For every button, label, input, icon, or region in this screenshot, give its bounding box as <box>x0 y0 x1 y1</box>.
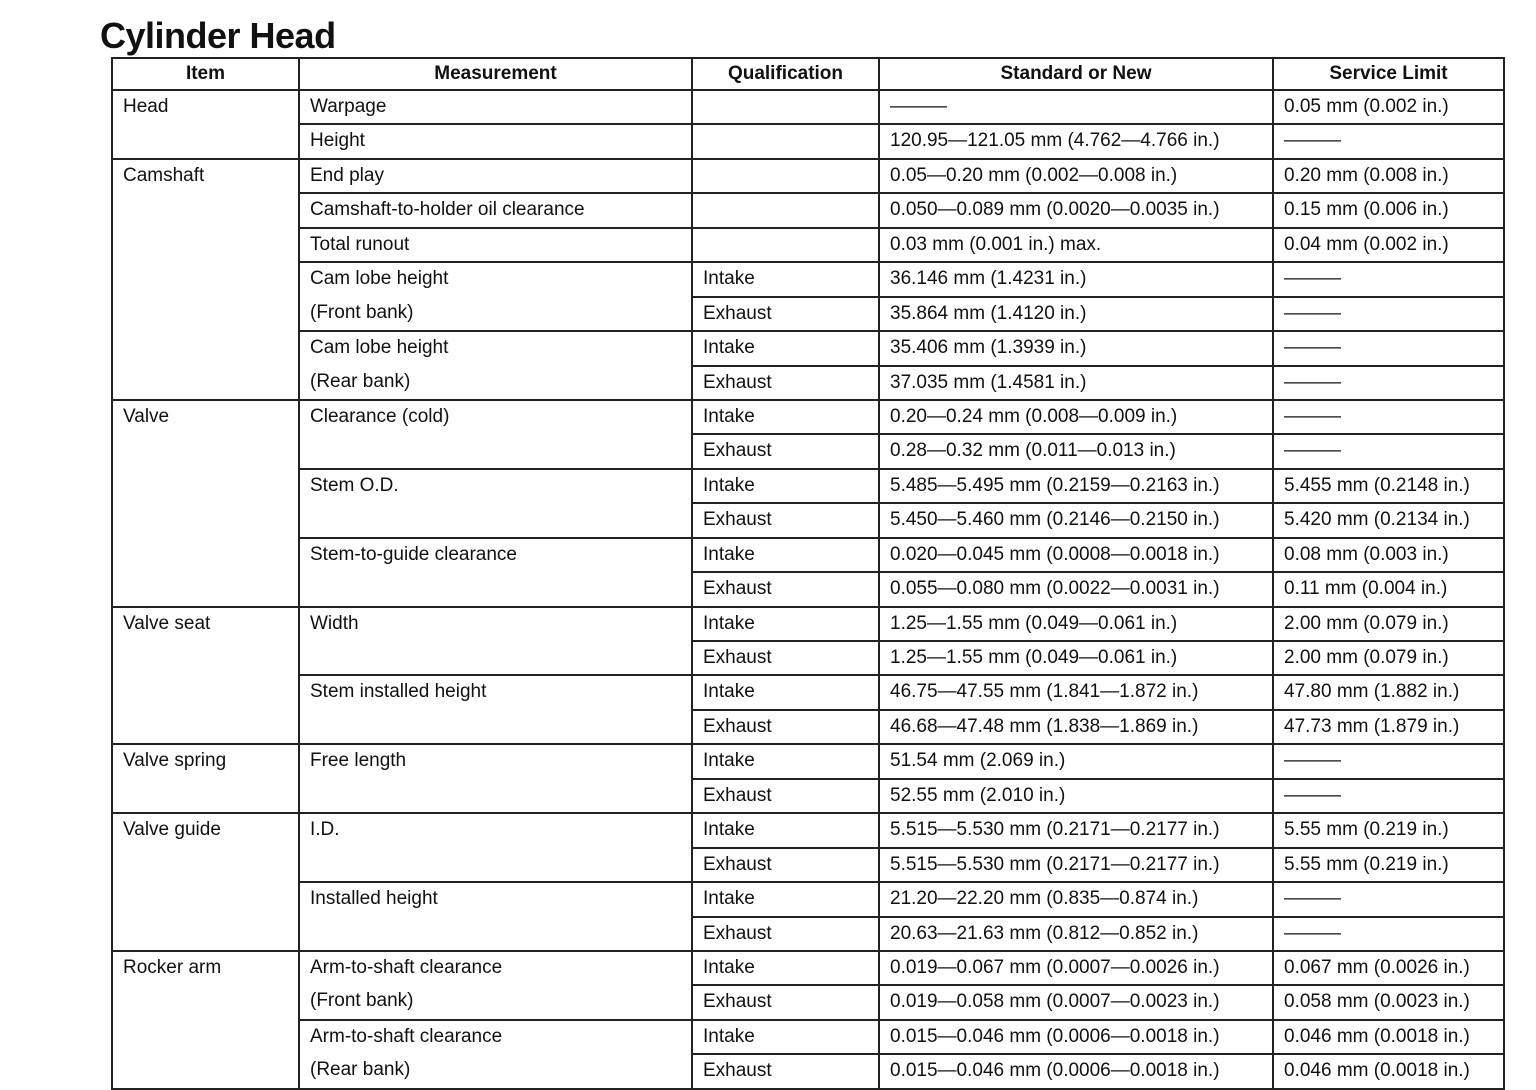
column-header-qualification: Qualification <box>692 58 879 90</box>
service-limit-cell: ——— <box>1273 917 1504 951</box>
qualification-cell: Intake <box>692 607 879 641</box>
standard-cell: 5.515—5.530 mm (0.2171—0.2177 in.) <box>879 813 1273 847</box>
standard-cell: 0.015—0.046 mm (0.0006—0.0018 in.) <box>879 1020 1273 1054</box>
table-row <box>112 813 1504 847</box>
table-row <box>112 675 1504 709</box>
item-cell: Rocker arm <box>112 951 299 1089</box>
qualification-cell: Intake <box>692 538 879 572</box>
item-cell: Valve guide <box>112 813 299 951</box>
qualification-cell <box>692 124 879 158</box>
standard-cell: 52.55 mm (2.010 in.) <box>879 779 1273 813</box>
measurement-cell: (Front bank) <box>299 985 692 1019</box>
qualification-cell <box>692 159 879 193</box>
qualification-cell: Exhaust <box>692 572 879 606</box>
table-row <box>112 297 1504 331</box>
standard-cell: 0.015—0.046 mm (0.0006—0.0018 in.) <box>879 1054 1273 1088</box>
standard-cell: 1.25—1.55 mm (0.049—0.061 in.) <box>879 641 1273 675</box>
qualification-cell: Exhaust <box>692 297 879 331</box>
service-limit-cell: ——— <box>1273 400 1504 434</box>
measurement-cell: Cam lobe height <box>299 262 692 296</box>
column-header-standard: Standard or New <box>879 58 1273 90</box>
qualification-cell: Exhaust <box>692 434 879 468</box>
table-row <box>112 882 1504 916</box>
service-limit-cell: 0.058 mm (0.0023 in.) <box>1273 985 1504 1019</box>
standard-cell: ——— <box>879 90 1273 124</box>
measurement-cell: Camshaft-to-holder oil clearance <box>299 193 692 227</box>
table-row <box>112 159 1504 193</box>
spec-table <box>111 57 1505 1090</box>
service-limit-cell: ——— <box>1273 331 1504 365</box>
standard-cell: 0.03 mm (0.001 in.) max. <box>879 228 1273 262</box>
table-row <box>112 124 1504 158</box>
measurement-cell: Stem O.D. <box>299 469 692 538</box>
qualification-cell: Exhaust <box>692 503 879 537</box>
service-limit-cell: 0.20 mm (0.008 in.) <box>1273 159 1504 193</box>
qualification-cell: Intake <box>692 951 879 985</box>
table-row <box>112 538 1504 572</box>
table-row <box>112 1054 1504 1088</box>
item-cell: Camshaft <box>112 159 299 400</box>
qualification-cell <box>692 90 879 124</box>
measurement-cell: (Rear bank) <box>299 366 692 400</box>
service-limit-cell: 2.00 mm (0.079 in.) <box>1273 641 1504 675</box>
service-limit-cell: 2.00 mm (0.079 in.) <box>1273 607 1504 641</box>
table-row <box>112 228 1504 262</box>
measurement-cell: Cam lobe height <box>299 331 692 365</box>
table-row <box>112 744 1504 778</box>
qualification-cell: Intake <box>692 400 879 434</box>
standard-cell: 5.450—5.460 mm (0.2146—0.2150 in.) <box>879 503 1273 537</box>
table-row <box>112 469 1504 503</box>
measurement-cell: I.D. <box>299 813 692 882</box>
column-header-item: Item <box>112 58 299 90</box>
standard-cell: 0.05—0.20 mm (0.002—0.008 in.) <box>879 159 1273 193</box>
standard-cell: 37.035 mm (1.4581 in.) <box>879 366 1273 400</box>
measurement-cell: Warpage <box>299 90 692 124</box>
measurement-cell: Arm-to-shaft clearance <box>299 951 692 985</box>
measurement-cell: Installed height <box>299 882 692 951</box>
standard-cell: 46.75—47.55 mm (1.841—1.872 in.) <box>879 675 1273 709</box>
item-cell: Valve seat <box>112 607 299 745</box>
item-cell: Head <box>112 90 299 159</box>
service-limit-cell: ——— <box>1273 434 1504 468</box>
standard-cell: 0.050—0.089 mm (0.0020—0.0035 in.) <box>879 193 1273 227</box>
table-row <box>112 400 1504 434</box>
service-limit-cell: 0.08 mm (0.003 in.) <box>1273 538 1504 572</box>
standard-cell: 21.20—22.20 mm (0.835—0.874 in.) <box>879 882 1273 916</box>
qualification-cell: Exhaust <box>692 848 879 882</box>
service-limit-cell: ——— <box>1273 779 1504 813</box>
standard-cell: 1.25—1.55 mm (0.049—0.061 in.) <box>879 607 1273 641</box>
page-title: Cylinder Head <box>100 15 336 56</box>
measurement-cell: Clearance (cold) <box>299 400 692 469</box>
service-limit-cell: 5.455 mm (0.2148 in.) <box>1273 469 1504 503</box>
measurement-cell: Free length <box>299 744 692 813</box>
qualification-cell: Exhaust <box>692 779 879 813</box>
standard-cell: 35.406 mm (1.3939 in.) <box>879 331 1273 365</box>
qualification-cell: Exhaust <box>692 1054 879 1088</box>
qualification-cell: Exhaust <box>692 641 879 675</box>
service-limit-cell: 0.046 mm (0.0018 in.) <box>1273 1020 1504 1054</box>
measurement-cell: Arm-to-shaft clearance <box>299 1020 692 1054</box>
qualification-cell: Intake <box>692 882 879 916</box>
service-limit-cell: ——— <box>1273 744 1504 778</box>
standard-cell: 0.020—0.045 mm (0.0008—0.0018 in.) <box>879 538 1273 572</box>
table-row <box>112 366 1504 400</box>
standard-cell: 51.54 mm (2.069 in.) <box>879 744 1273 778</box>
service-limit-cell: 0.046 mm (0.0018 in.) <box>1273 1054 1504 1088</box>
qualification-cell: Intake <box>692 675 879 709</box>
measurement-cell: Total runout <box>299 228 692 262</box>
service-limit-cell: 47.80 mm (1.882 in.) <box>1273 675 1504 709</box>
table-row <box>112 90 1504 124</box>
measurement-cell: Stem installed height <box>299 675 692 744</box>
table-row <box>112 951 1504 985</box>
measurement-cell: Stem-to-guide clearance <box>299 538 692 607</box>
standard-cell: 0.28—0.32 mm (0.011—0.013 in.) <box>879 434 1273 468</box>
qualification-cell: Exhaust <box>692 710 879 744</box>
qualification-cell: Exhaust <box>692 366 879 400</box>
standard-cell: 20.63—21.63 mm (0.812—0.852 in.) <box>879 917 1273 951</box>
qualification-cell: Exhaust <box>692 917 879 951</box>
table-row <box>112 1020 1504 1054</box>
standard-cell: 120.95—121.05 mm (4.762—4.766 in.) <box>879 124 1273 158</box>
qualification-cell <box>692 193 879 227</box>
service-limit-cell: 0.04 mm (0.002 in.) <box>1273 228 1504 262</box>
qualification-cell: Intake <box>692 331 879 365</box>
qualification-cell: Intake <box>692 262 879 296</box>
qualification-cell: Intake <box>692 1020 879 1054</box>
column-header-measurement: Measurement <box>299 58 692 90</box>
standard-cell: 5.515—5.530 mm (0.2171—0.2177 in.) <box>879 848 1273 882</box>
qualification-cell: Intake <box>692 744 879 778</box>
standard-cell: 0.019—0.058 mm (0.0007—0.0023 in.) <box>879 985 1273 1019</box>
table-row <box>112 985 1504 1019</box>
service-limit-cell: ——— <box>1273 124 1504 158</box>
service-limit-cell: 47.73 mm (1.879 in.) <box>1273 710 1504 744</box>
table-row <box>112 607 1504 641</box>
service-limit-cell: ——— <box>1273 366 1504 400</box>
qualification-cell: Intake <box>692 813 879 847</box>
table-header-row <box>112 58 1504 90</box>
service-limit-cell: 5.55 mm (0.219 in.) <box>1273 813 1504 847</box>
measurement-cell: End play <box>299 159 692 193</box>
table-row <box>112 193 1504 227</box>
service-limit-cell: ——— <box>1273 297 1504 331</box>
item-cell: Valve <box>112 400 299 607</box>
qualification-cell <box>692 228 879 262</box>
service-limit-cell: 0.067 mm (0.0026 in.) <box>1273 951 1504 985</box>
standard-cell: 5.485—5.495 mm (0.2159—0.2163 in.) <box>879 469 1273 503</box>
standard-cell: 36.146 mm (1.4231 in.) <box>879 262 1273 296</box>
measurement-cell: (Rear bank) <box>299 1054 692 1088</box>
service-limit-cell: 5.420 mm (0.2134 in.) <box>1273 503 1504 537</box>
standard-cell: 46.68—47.48 mm (1.838—1.869 in.) <box>879 710 1273 744</box>
qualification-cell: Intake <box>692 469 879 503</box>
service-limit-cell: ——— <box>1273 262 1504 296</box>
measurement-cell: Height <box>299 124 692 158</box>
table-row <box>112 262 1504 296</box>
service-limit-cell: 0.11 mm (0.004 in.) <box>1273 572 1504 606</box>
measurement-cell: Width <box>299 607 692 676</box>
standard-cell: 0.20—0.24 mm (0.008—0.009 in.) <box>879 400 1273 434</box>
table-row <box>112 331 1504 365</box>
service-limit-cell: 5.55 mm (0.219 in.) <box>1273 848 1504 882</box>
qualification-cell: Exhaust <box>692 985 879 1019</box>
standard-cell: 0.055—0.080 mm (0.0022—0.0031 in.) <box>879 572 1273 606</box>
service-limit-cell: 0.15 mm (0.006 in.) <box>1273 193 1504 227</box>
item-cell: Valve spring <box>112 744 299 813</box>
service-limit-cell: 0.05 mm (0.002 in.) <box>1273 90 1504 124</box>
column-header-service-limit: Service Limit <box>1273 58 1504 90</box>
standard-cell: 0.019—0.067 mm (0.0007—0.0026 in.) <box>879 951 1273 985</box>
service-limit-cell: ——— <box>1273 882 1504 916</box>
measurement-cell: (Front bank) <box>299 297 692 331</box>
standard-cell: 35.864 mm (1.4120 in.) <box>879 297 1273 331</box>
